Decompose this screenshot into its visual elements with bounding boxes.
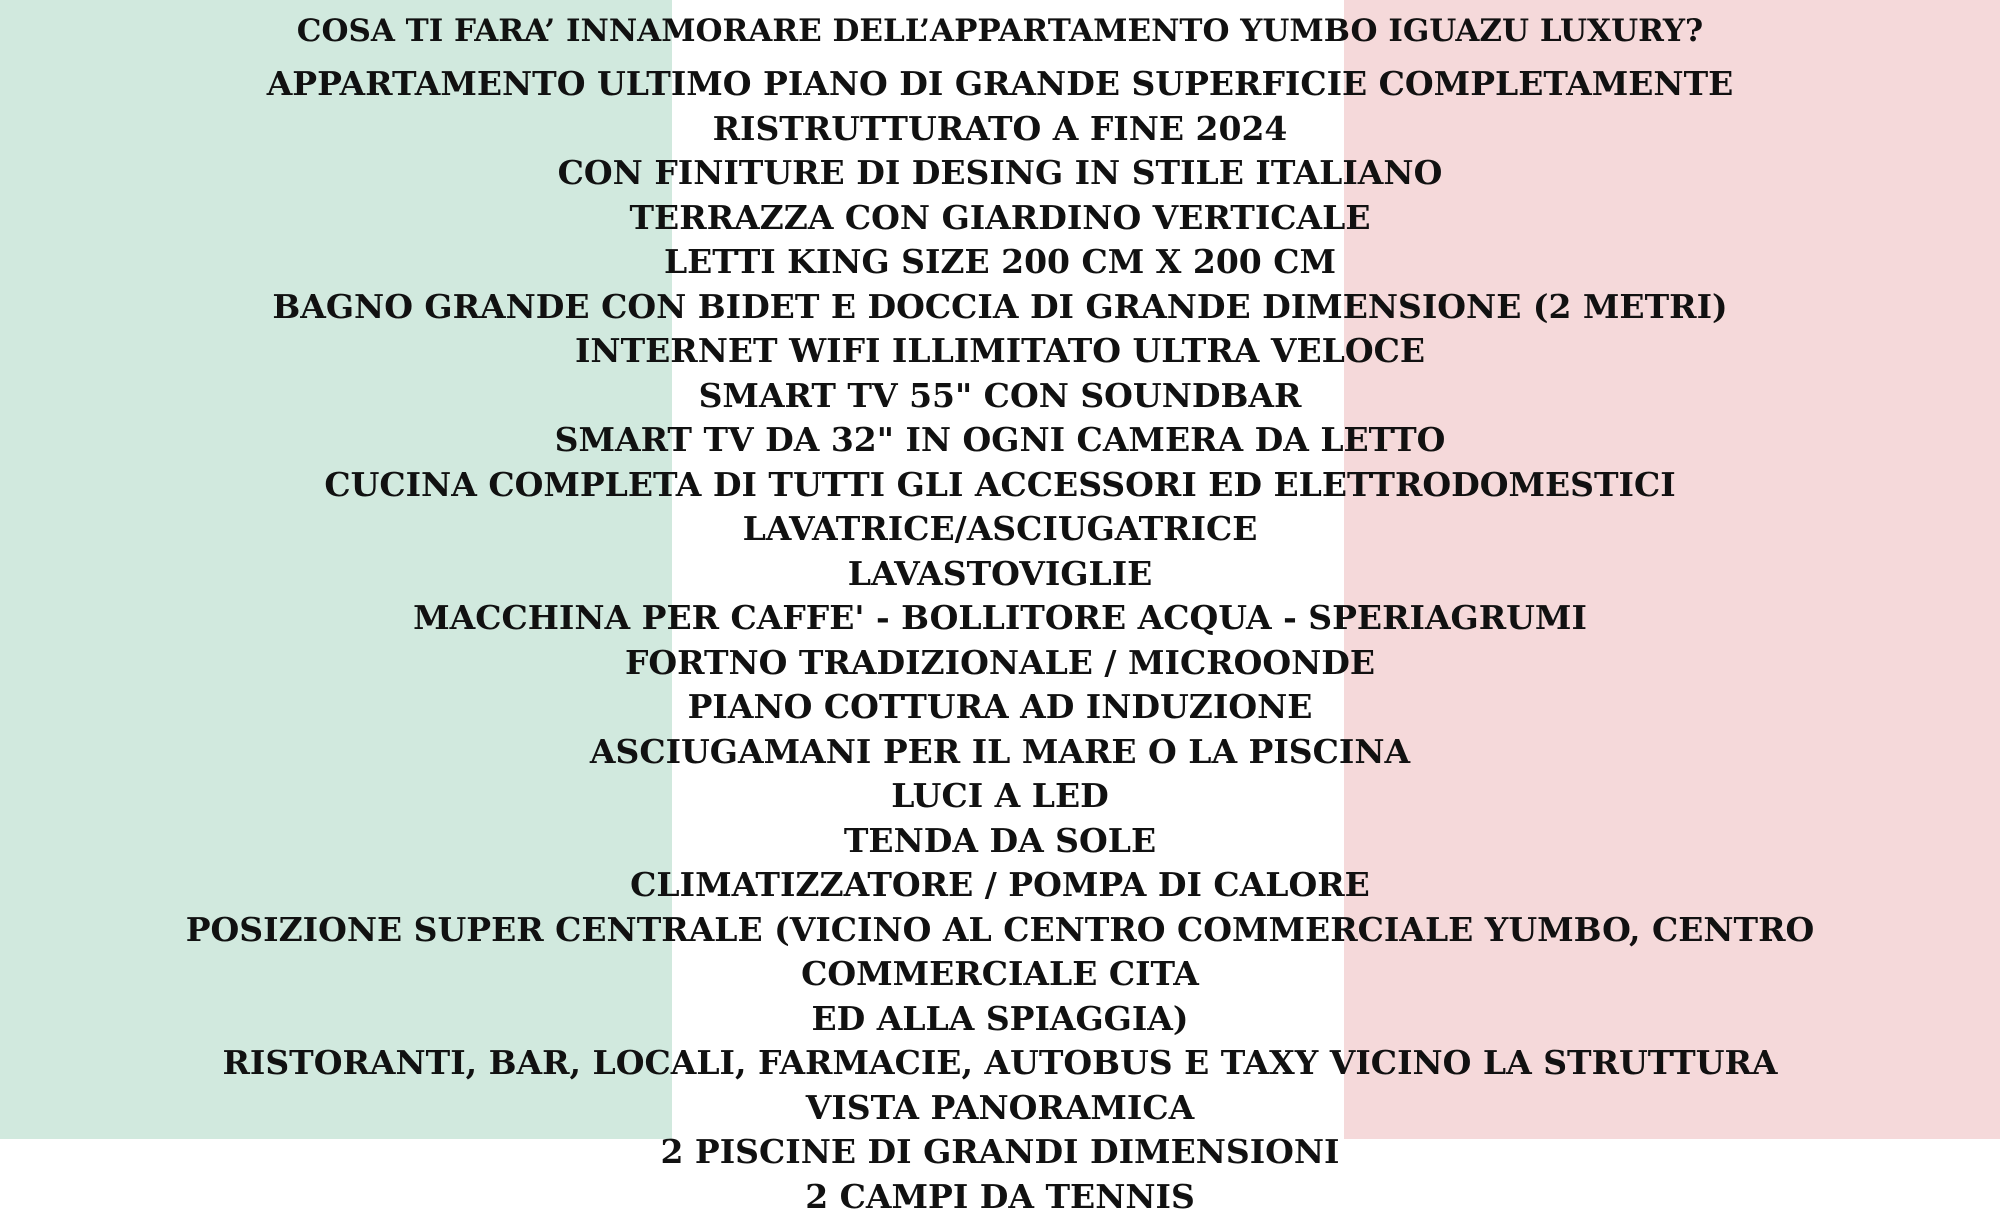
feature-item: ASCIUGAMANI PER IL MARE O LA PISCINA	[100, 730, 1900, 775]
feature-item: FORTNO TRADIZIONALE / MICROONDE	[100, 641, 1900, 686]
feature-item: APPARTAMENTO ULTIMO PIANO DI GRANDE SUPERFICIE COMPLETAMENTE RISTRUTTURATO A FINE 2024	[100, 62, 1900, 151]
feature-item: POSIZIONE SUPER CENTRALE (VICINO AL CENTRO COMMERCIALE YUMBO, CENTRO COMMERCIALE CITA	[100, 908, 1900, 997]
feature-item: LETTI KING SIZE 200 CM X 200 CM	[100, 240, 1900, 285]
feature-item: ED ALLA SPIAGGIA)	[100, 997, 1900, 1042]
feature-list	[0, 62, 2000, 1219]
feature-item: PIANO COTTURA AD INDUZIONE	[100, 685, 1900, 730]
feature-item: INTERNET WIFI ILLIMITATO ULTRA VELOCE	[100, 329, 1900, 374]
feature-item: CUCINA COMPLETA DI TUTTI GLI ACCESSORI ED ELETTRODOMESTICI	[100, 463, 1900, 508]
feature-item: SMART TV DA 32" IN OGNI CAMERA DA LETTO	[100, 418, 1900, 463]
headline: COSA TI FARA’ INNAMORARE DELL’APPARTAMENTO YUMBO IGUAZU LUXURY?	[0, 9, 2000, 53]
feature-item: MACCHINA PER CAFFE' - BOLLITORE ACQUA - SPERIAGRUMI	[100, 596, 1900, 641]
feature-item: LAVATRICE/ASCIUGATRICE	[100, 507, 1900, 552]
feature-item: LUCI A LED	[100, 774, 1900, 819]
feature-item: CON FINITURE DI DESING IN STILE ITALIANO	[100, 151, 1900, 196]
feature-item: TENDA DA SOLE	[100, 819, 1900, 864]
feature-item: RISTORANTI, BAR, LOCALI, FARMACIE, AUTOBUS E TAXY VICINO LA STRUTTURA	[100, 1041, 1900, 1086]
feature-item: SMART TV 55" CON SOUNDBAR	[100, 374, 1900, 419]
feature-item: LAVASTOVIGLIE	[100, 552, 1900, 597]
feature-item: BAGNO GRANDE CON BIDET E DOCCIA DI GRANDE DIMENSIONE (2 METRI)	[100, 285, 1900, 330]
feature-item: 2 CAMPI DA TENNIS	[100, 1175, 1900, 1219]
feature-item: 2 PISCINE DI GRANDI DIMENSIONI	[100, 1130, 1900, 1175]
feature-item: VISTA PANORAMICA	[100, 1086, 1900, 1131]
feature-item: TERRAZZA CON GIARDINO VERTICALE	[100, 196, 1900, 241]
feature-item: CLIMATIZZATORE / POMPA DI CALORE	[100, 863, 1900, 908]
